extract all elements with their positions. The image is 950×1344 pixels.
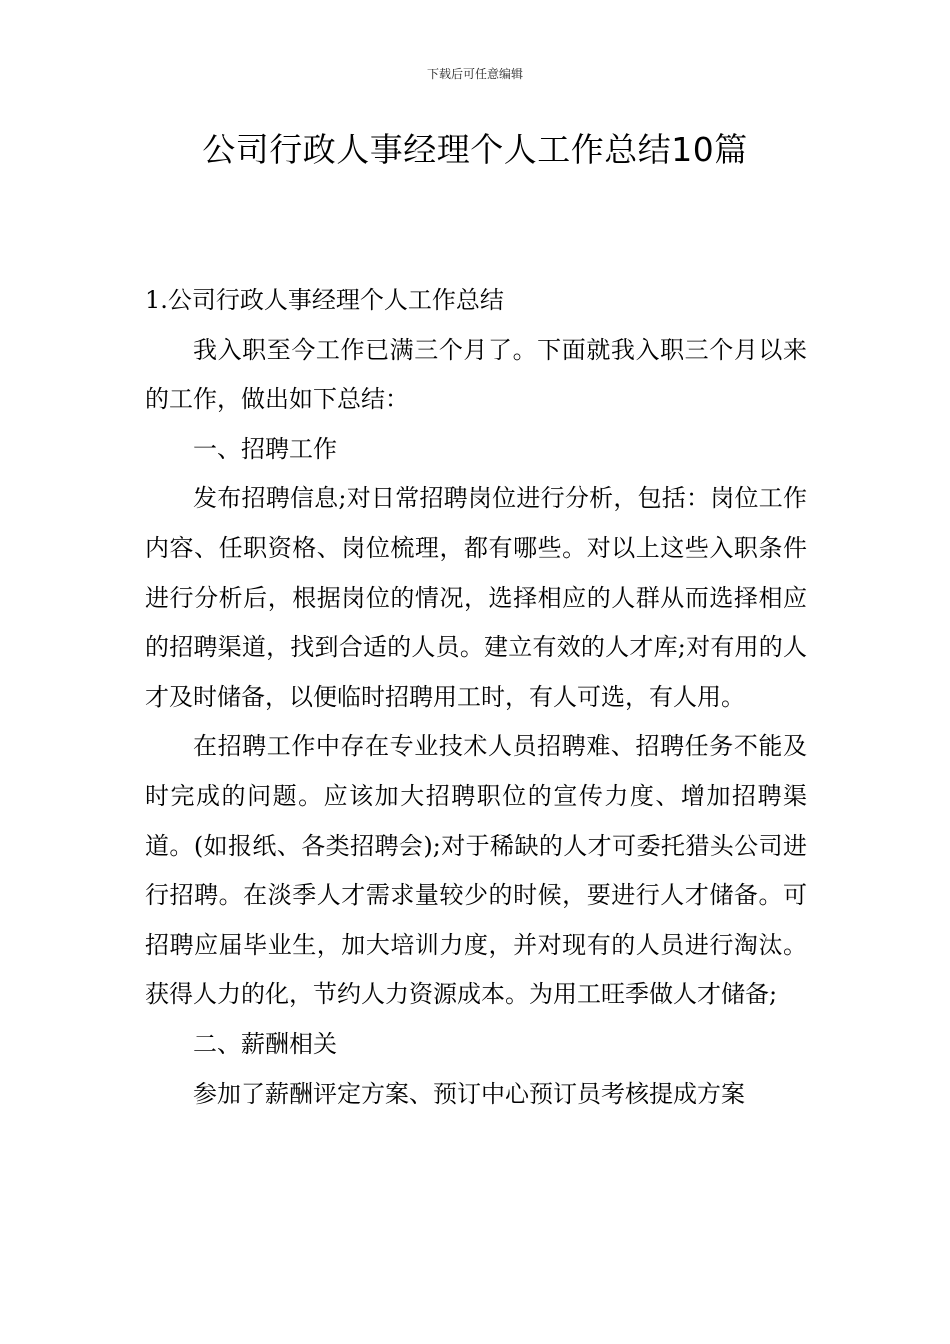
subheading-salary: 二、薪酬相关 — [193, 1029, 337, 1058]
section-heading: 1.公司行政人事经理个人工作总结 — [145, 286, 504, 314]
document-title: 公司行政人事经理个人工作总结10篇 — [202, 130, 748, 169]
header-note: 下载后可任意编辑 — [426, 67, 523, 81]
paragraph-salary: 参加了薪酬评定方案、预订中心预订员考核提成方案 — [193, 1079, 745, 1108]
subheading-recruitment: 一、招聘工作 — [193, 434, 337, 463]
document-body — [145, 276, 807, 1119]
paragraph-recruitment-2: 在招聘工作中存在专业技术人员招聘难、招聘任务不能及时完成的问题。应该加大招聘职位的宣传力度、增加招聘渠道。(如报纸、各类招聘会);对于稀缺的人才可委托猎头公司进行招聘。在淡季人才需求量较少的时候，要进行人才储备。可招聘应届毕业生，加大培训力度，并对现有的人员进行淘汰。获得人力的化，节约人力资源成本。为用工旺季做人才储备; — [145, 732, 807, 1009]
paragraph-recruitment-1: 发布招聘信息;对日常招聘岗位进行分析，包括：岗位工作内容、任职资格、岗位梳理，都有哪些。对以上这些入职条件进行分析后，根据岗位的情况，选择相应的人群从而选择相应的招聘渠道，找到合适的人员。建立有效的人才库;对有用的人才及时储备，以便临时招聘用工时，有人可选，有人用。 — [145, 484, 807, 711]
intro-paragraph: 我入职至今工作已满三个月了。下面就我入职三个月以来的工作，做出如下总结： — [145, 335, 807, 414]
